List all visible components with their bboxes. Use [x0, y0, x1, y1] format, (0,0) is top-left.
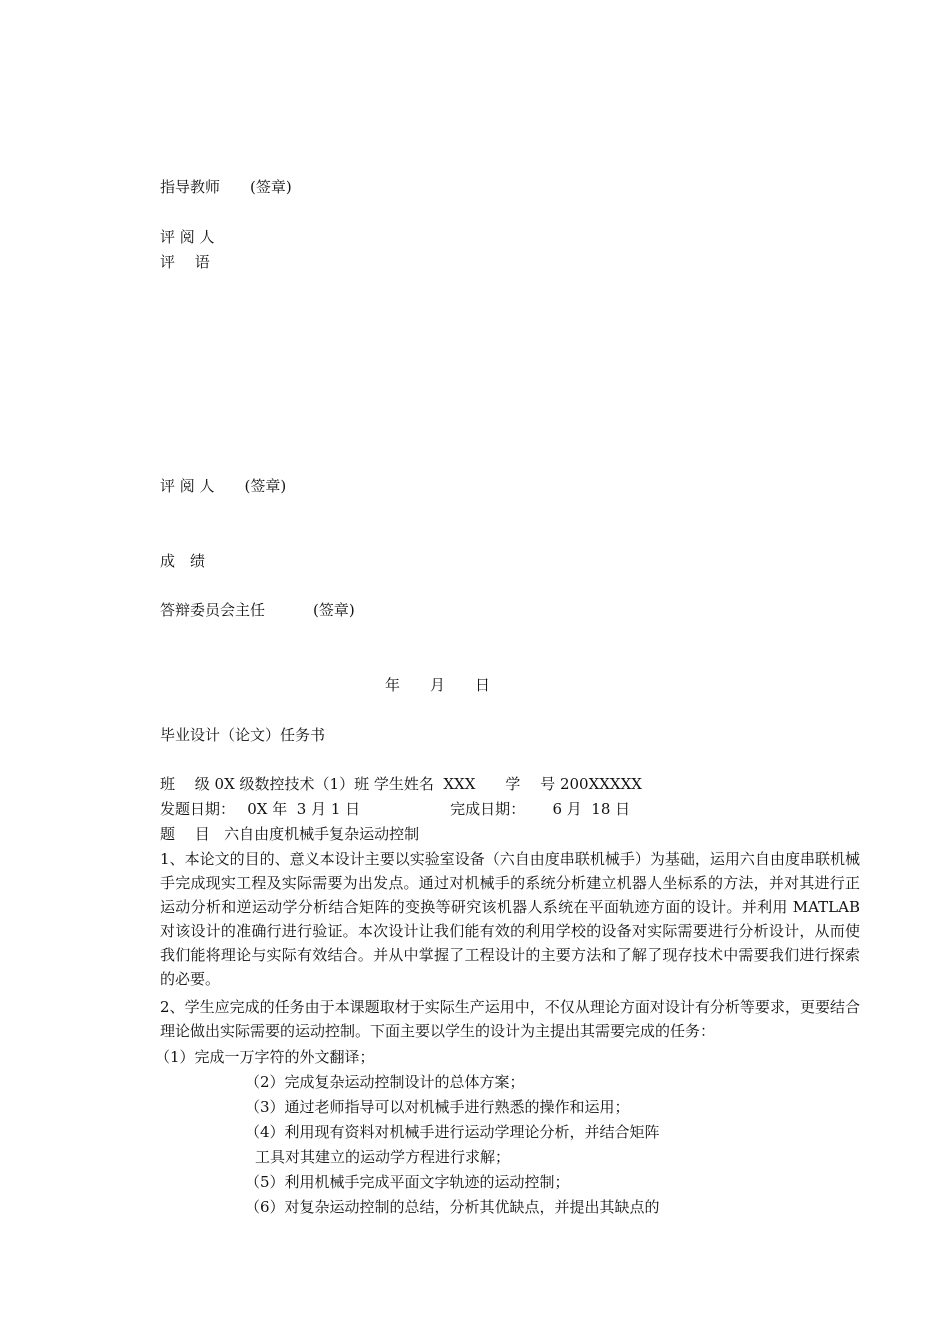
reviewer-row	[160, 474, 286, 498]
reviewer-seal: (签章)	[244, 477, 287, 495]
task-item-3: （3）通过老师指导可以对机械手进行熟悉的操作和运用；	[245, 1098, 630, 1116]
date-line: 发题日期： 0X 年 3 月 1 日 完成日期： 6 月 18 日	[160, 800, 631, 818]
advisor-label: 指导教师	[160, 178, 221, 196]
committee-seal: (签章)	[313, 601, 355, 619]
reviewer-label-2: 评 阅 人	[160, 477, 215, 495]
date-placeholder: 年 月 日	[385, 676, 491, 694]
task-item-2: （2）完成复杂运动控制设计的总体方案；	[245, 1073, 525, 1091]
comment-label: 评 语	[160, 253, 210, 271]
committee-label: 答辩委员会主任	[160, 601, 266, 619]
advisor-seal: (签章)	[250, 178, 292, 196]
committee-row	[160, 598, 355, 622]
topic-line: 题 目 六自由度机械手复杂运动控制	[160, 825, 420, 843]
reviewer-label-1: 评 阅 人	[160, 228, 215, 246]
paragraph-tasks: 2、学生应完成的任务由于本课题取材于实际生产运用中，不仅从理论方面对设计有分析等要求，更要结合理论做出实际需要的运动控制。下面主要以学生的设计为主提出其需要完成的任务：	[160, 998, 860, 1040]
task-item-6: （6）对复杂运动控制的总结，分析其优缺点，并提出其缺点的	[245, 1198, 660, 1216]
task-item-1: （1）完成一万字符的外文翻译；	[155, 1048, 375, 1066]
task-item-4: （4）利用现有资料对机械手进行运动学理论分析，并结合矩阵	[245, 1123, 660, 1141]
task-item-4-continued: 工具对其建立的运动学方程进行求解；	[255, 1148, 511, 1166]
task-heading: 毕业设计（论文）任务书	[160, 726, 326, 744]
paragraph-purpose: 1、本论文的目的、意义本设计主要以实验室设备（六自由度串联机械手）为基础，运用六自由度串联机械手完成现实工程及实际需要为出发点。通过对机械手的系统分析建立机器人坐标系的方法，并对其进行正运动分析和逆运动学分析结合矩阵的变换等研究该机器人系统在平面轨迹方面的设计。并利用 MATLAB 对该设计的准确行进行验证。本次设计让我们能有效的利用学校的设备对实际需要进行分析设计，从而使我们能将理论与实际有效结合。并从中掌握了工程设计的主要方法和了解了现存技术中需要我们进行探索的必要。	[160, 850, 860, 988]
task-item-5: （5）利用机械手完成平面文字轨迹的运动控制；	[245, 1173, 570, 1191]
class-line: 班 级 0X 级数控技术（1）班 学生姓名 XXX 学 号 200XXXXX	[160, 775, 642, 793]
grade-label: 成 绩	[160, 552, 206, 570]
advisor-row	[160, 175, 292, 199]
